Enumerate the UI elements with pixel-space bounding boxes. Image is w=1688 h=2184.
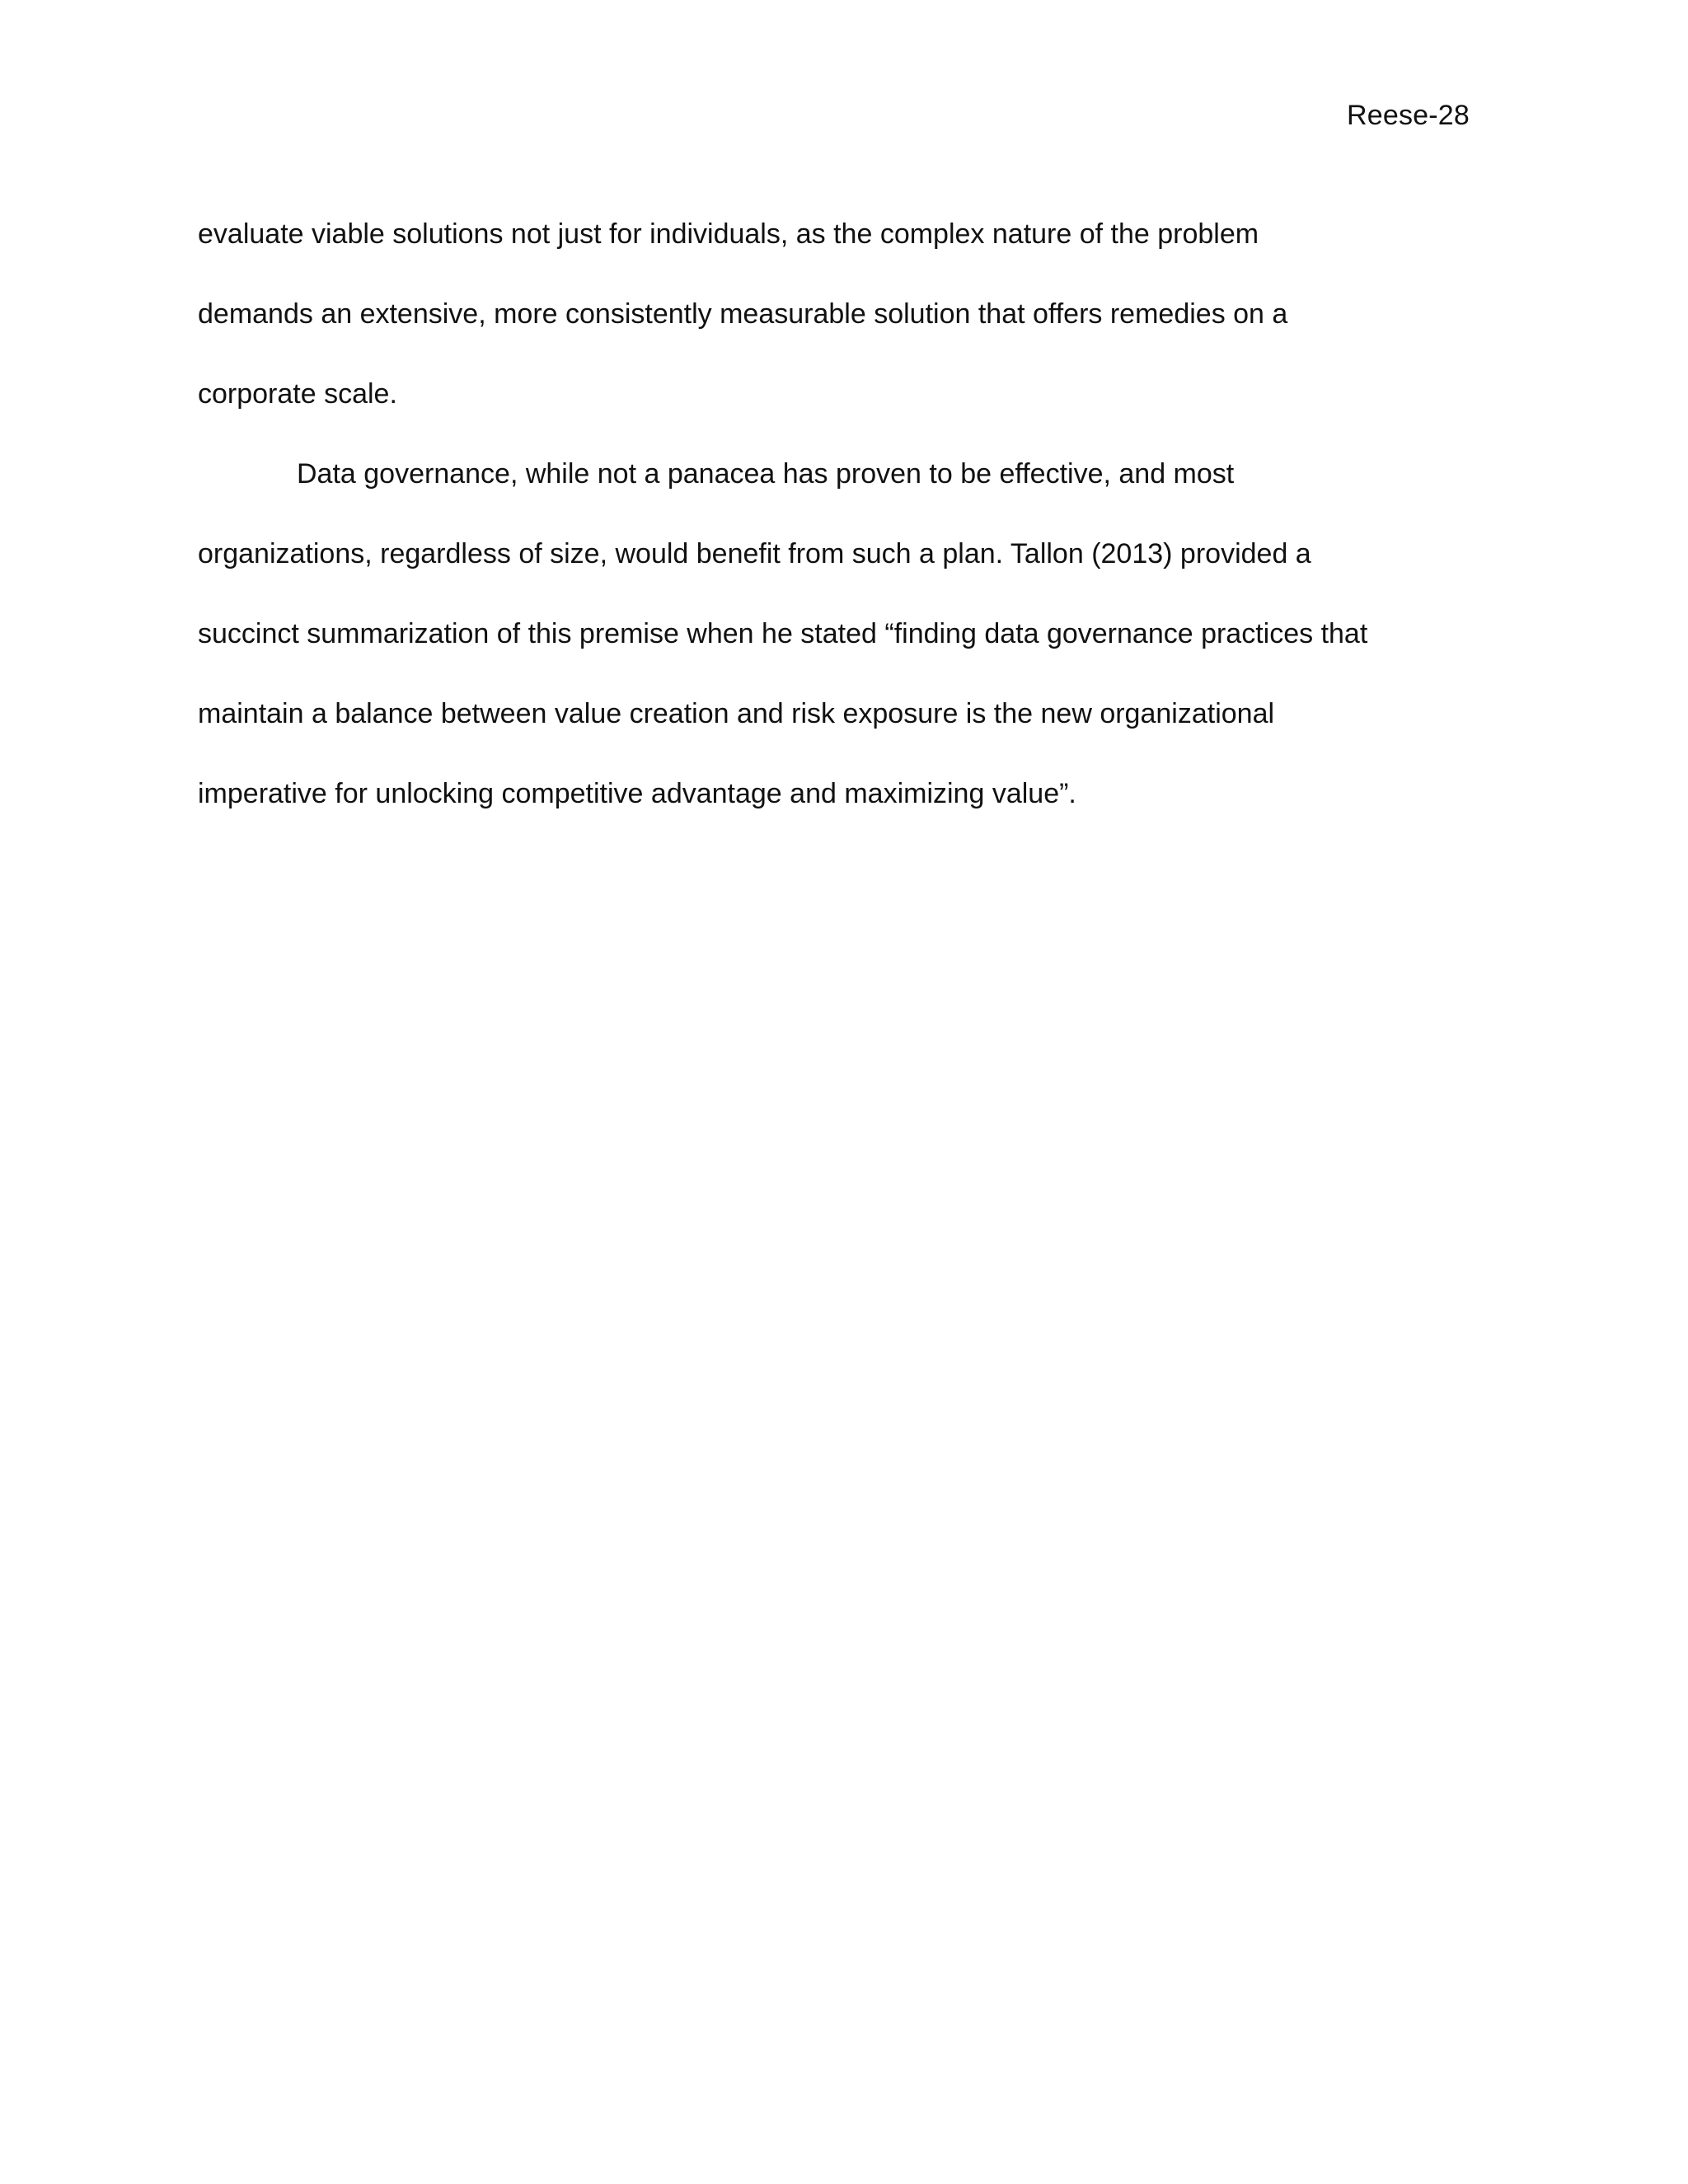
paragraph-line: organizations, regardless of size, would benefit from such a plan. Tallon (2013) provided a xyxy=(198,538,1311,569)
paragraph-line: evaluate viable solutions not just for individuals, as the complex nature of the problem xyxy=(198,218,1259,250)
paragraph-line: maintain a balance between value creation and risk exposure is the new organizational xyxy=(198,698,1275,729)
paragraph-line: demands an extensive, more consistently measurable solution that offers remedies on a xyxy=(198,298,1288,330)
paragraph-line: corporate scale. xyxy=(198,378,397,410)
page-header-number: Reese-28 xyxy=(1346,100,1470,131)
paragraph-line: succinct summarization of this premise when he stated “finding data governance practices that xyxy=(198,618,1368,649)
paragraph-line: Data governance, while not a panacea has proven to be effective, and most xyxy=(297,458,1235,490)
paragraph-line: imperative for unlocking competitive advantage and maximizing value”. xyxy=(198,778,1076,809)
body-text xyxy=(198,194,1500,834)
paragraph-1 xyxy=(198,194,1500,434)
paragraph-2 xyxy=(198,434,1500,834)
